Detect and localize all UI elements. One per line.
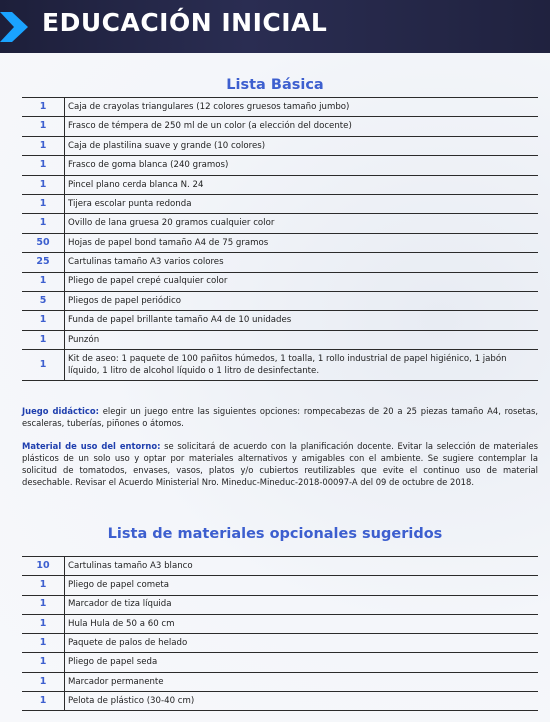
item-description-cell: Cartulinas tamaño A3 blanco — [65, 557, 539, 576]
material-entorno-paragraph — [22, 440, 538, 488]
table-row — [22, 253, 538, 272]
quantity-cell: 1 — [22, 576, 65, 595]
quantity-cell: 1 — [22, 311, 65, 330]
item-description-cell: Pelota de plástico (30-40 cm) — [65, 692, 539, 711]
quantity-cell: 10 — [22, 557, 65, 576]
item-description-cell: Hula Hula de 50 a 60 cm — [65, 614, 539, 633]
item-description-cell: Pliego de papel cometa — [65, 576, 539, 595]
item-description-cell: Pliego de papel crepé cualquier color — [65, 272, 539, 291]
quantity-cell: 1 — [22, 175, 65, 194]
table-row — [22, 311, 538, 330]
item-description-cell: Frasco de témpera de 250 ml de un color (a elección del docente) — [65, 117, 539, 136]
opcionales-title: Lista de materiales opcionales sugeridos — [107, 526, 443, 542]
table-row — [22, 576, 538, 595]
page-content — [0, 53, 550, 722]
item-description-cell: Paquete de palos de helado — [65, 634, 539, 653]
table-row — [22, 672, 538, 691]
table-row — [22, 272, 538, 291]
table-row — [22, 350, 538, 381]
quantity-cell: 1 — [22, 614, 65, 633]
chevron-right-icon — [0, 10, 34, 44]
table-row — [22, 653, 538, 672]
quantity-cell: 1 — [22, 634, 65, 653]
item-description-cell: Kit de aseo: 1 paquete de 100 pañitos húmedos, 1 toalla, 1 rollo industrial de papel higiénico, 1 jabón líquido, 1 litro de alcohol líquido o 1 litro de desinfectante. — [65, 350, 539, 381]
item-description-cell: Cartulinas tamaño A3 varios colores — [65, 253, 539, 272]
quantity-cell: 25 — [22, 253, 65, 272]
juego-didactico-text: elegir un juego entre las siguientes opciones: rompecabezas de 20 a 25 piezas tamaño A4, rosetas, escaleras, tuberías, piñones o átomos. — [22, 406, 538, 428]
quantity-cell: 1 — [22, 653, 65, 672]
table-row — [22, 634, 538, 653]
quantity-cell: 1 — [22, 98, 65, 117]
item-description-cell: Hojas de papel bond tamaño A4 de 75 gramos — [65, 233, 539, 252]
table-row — [22, 175, 538, 194]
item-description-cell: Tijera escolar punta redonda — [65, 194, 539, 213]
table-row — [22, 136, 538, 155]
table-row — [22, 233, 538, 252]
quantity-cell: 1 — [22, 350, 65, 381]
item-description-cell: Marcador de tiza líquida — [65, 595, 539, 614]
quantity-cell: 1 — [22, 194, 65, 213]
item-description-cell: Frasco de goma blanca (240 gramos) — [65, 156, 539, 175]
table-row — [22, 595, 538, 614]
quantity-cell: 1 — [22, 117, 65, 136]
table-row — [22, 117, 538, 136]
lista-basica-title: Lista Básica — [226, 77, 324, 93]
material-entorno-label: Material de uso del entorno: — [22, 441, 161, 451]
item-description-cell: Funda de papel brillante tamaño A4 de 10 unidades — [65, 311, 539, 330]
table-row — [22, 614, 538, 633]
header-banner — [0, 0, 550, 53]
juego-didactico-label: Juego didáctico: — [22, 406, 99, 416]
table-row — [22, 692, 538, 711]
item-description-cell: Caja de crayolas triangulares (12 colores gruesos tamaño jumbo) — [65, 98, 539, 117]
quantity-cell: 5 — [22, 291, 65, 310]
table-row — [22, 557, 538, 576]
item-description-cell: Pliego de papel seda — [65, 653, 539, 672]
page-title: EDUCACIÓN INICIAL — [42, 8, 328, 37]
quantity-cell: 1 — [22, 672, 65, 691]
lista-basica-table — [22, 97, 538, 381]
table-row — [22, 330, 538, 349]
table-row — [22, 214, 538, 233]
opcionales-table — [22, 556, 538, 711]
item-description-cell: Marcador permanente — [65, 672, 539, 691]
item-description-cell: Punzón — [65, 330, 539, 349]
item-description-cell: Caja de plastilina suave y grande (10 colores) — [65, 136, 539, 155]
quantity-cell: 1 — [22, 692, 65, 711]
table-row — [22, 156, 538, 175]
item-description-cell: Ovillo de lana gruesa 20 gramos cualquier color — [65, 214, 539, 233]
quantity-cell: 1 — [22, 214, 65, 233]
material-entorno-text: se solicitará de acuerdo con la planificación docente. Evitar la selección de materiales plásticos de un solo uso y optar por materiales alternativos y amigables con el ambiente. Se sugiere contemplar la solicitud de tomatodos, envases, vasos, platos y/o cubiertos reutilizables que evite el continuo uso de material desechable. Revisar el Acuerdo Ministerial Nro. Mineduc-Mineduc-2018-00097-A del 09 de octubre de 2018. — [22, 441, 538, 487]
quantity-cell: 1 — [22, 156, 65, 175]
quantity-cell: 1 — [22, 136, 65, 155]
quantity-cell: 50 — [22, 233, 65, 252]
quantity-cell: 1 — [22, 330, 65, 349]
quantity-cell: 1 — [22, 595, 65, 614]
item-description-cell: Pliegos de papel periódico — [65, 291, 539, 310]
item-description-cell: Pincel plano cerda blanca N. 24 — [65, 175, 539, 194]
table-row — [22, 291, 538, 310]
juego-didactico-paragraph — [22, 405, 538, 429]
quantity-cell: 1 — [22, 272, 65, 291]
table-row — [22, 98, 538, 117]
table-row — [22, 194, 538, 213]
